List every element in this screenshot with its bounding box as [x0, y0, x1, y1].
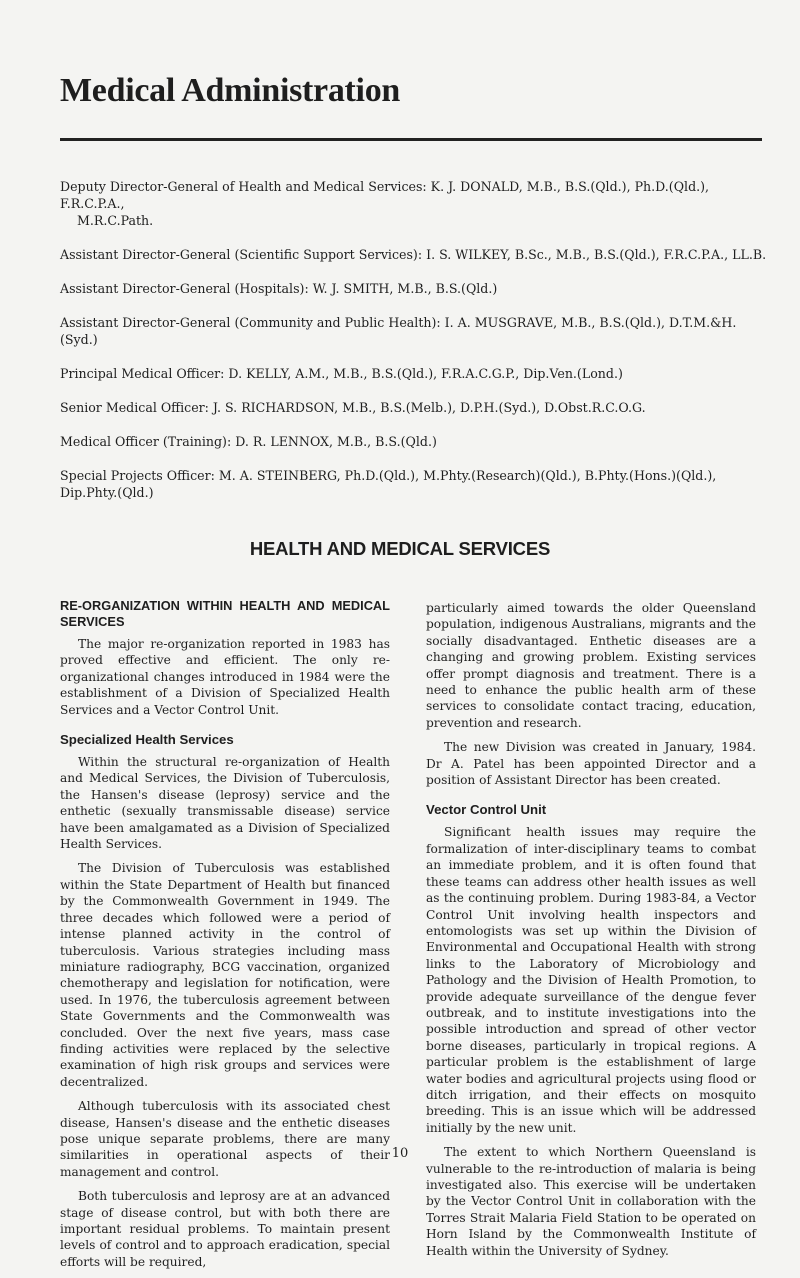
right-column	[426, 600, 756, 1267]
officer-text: Assistant Director-General (Scientific Support Services): I. S. WILKEY, B.Sc., M.B., B.S.(Qld.), F.R.C.P.A., LL.B.	[60, 247, 767, 262]
officer-text: Deputy Director-General of Health and Medical Services: K. J. DONALD, M.B., B.S.(Qld.), Ph.D.(Qld.), F.R.C.P.A.,	[60, 179, 710, 211]
officer-text: Principal Medical Officer: D. KELLY, A.M., M.B., B.S.(Qld.), F.R.A.C.G.P., Dip.Ven.(Lond.)	[60, 366, 623, 381]
page-number: 10	[391, 1146, 409, 1161]
officer-text: Senior Medical Officer: J. S. RICHARDSON, M.B., B.S.(Melb.), D.P.H.(Syd.), D.Obst.R.C.O.G.	[60, 400, 646, 415]
page-title: Medical Administration	[60, 72, 401, 109]
left-column	[60, 598, 390, 1278]
paragraph: The new Division was created in January, 1984. Dr A. Patel has been appointed Director and a position of Assistant Director has been created.	[426, 740, 756, 788]
paragraph: The extent to which Northern Queensland is vulnerable to the re-introduction of malaria is being investigated also. This exercise will be undertaken by the Vector Control Unit in collaboration with the Torres Strait Malaria Field Station to be operated on Horn Island by the Commonwealth Institute of Health within the University of Sydney.	[426, 1145, 756, 1258]
paragraph: The major re-organization reported in 1983 has proved effective and efficient. The only re-organizational changes introduced in 1984 were the establishment of a Division of Specialized Health Services and a Vector Control Unit.	[60, 637, 390, 717]
paragraph: Within the structural re-organization of Health and Medical Services, the Division of Tuberculosis, the Hansen's disease (leprosy) service and the enthetic (sexually transmissable disease) service have been amalgamated as a Division of Specialized Health Services.	[60, 755, 390, 852]
officer-text: Medical Officer (Training): D. R. LENNOX, M.B., B.S.(Qld.)	[60, 434, 437, 449]
officer-text: Special Projects Officer: M. A. STEINBERG, Ph.D.(Qld.), M.Phty.(Research)(Qld.), B.Phty.(Hons.)(Qld.), Dip.Phty.(Qld.)	[60, 468, 717, 500]
officer-text: Assistant Director-General (Community and Public Health): I. A. MUSGRAVE, M.B., B.S.(Qld.), D.T.M.&H.(Syd.)	[60, 315, 737, 347]
officer-entry	[60, 467, 770, 501]
officer-entry	[60, 178, 770, 229]
title-divider	[60, 138, 762, 141]
paragraph: The Division of Tuberculosis was established within the State Department of Health but financed by the Commonwealth Government in 1949. The three decades which followed were a period of intense planned activity in the control of tuberculosis. Various strategies including mass miniature radiography, BCG vaccination, organized chemotherapy and legislation for notification, were used. In 1976, the tuberculosis agreement between State Governments and the Commonwealth was concluded. Over the next five years, mass case finding activities were replaced by the selective examination of high risk groups and services were decentralized.	[60, 861, 390, 1089]
officer-list	[60, 178, 770, 518]
paragraph: Significant health issues may require the formalization of inter-disciplinary teams to combat an immediate problem, and it is often found that these teams can address other health issues as well as the continuing problem. During 1983-84, a Vector Control Unit involving health inspectors and entomologists was set up within the Division of Environmental and Occupational Health with strong links to the Laboratory of Microbiology and Pathology and the Division of Health Promotion, to provide adequate surveillance of the dengue fever outbreak, and to institute investigations into the possible introduction and spread of other vector borne diseases, particularly in tropical regions. A particular problem is the establishment of large water bodies and agricultural projects using flood or ditch irrigation, and their effects on mosquito breeding. This is an issue which will be addressed initially by the new unit.	[426, 825, 756, 1135]
officer-entry	[60, 314, 770, 348]
paragraph: Both tuberculosis and leprosy are at an advanced stage of disease control, but with both there are important residual problems. To maintain present levels of control and to approach eradication, special efforts will be required,	[60, 1189, 390, 1269]
vector-control-heading: Vector Control Unit	[426, 802, 547, 818]
officer-entry	[60, 365, 770, 382]
officer-entry	[60, 433, 770, 450]
paragraph: Although tuberculosis with its associated chest disease, Hansen's disease and the enthetic diseases pose unique separate problems, there are many similarities in operational aspects of their management and control.	[60, 1099, 390, 1179]
specialized-services-heading: Specialized Health Services	[60, 732, 234, 748]
paragraph: particularly aimed towards the older Queensland population, indigenous Australians, migrants and the socially disadvantaged. Enthetic diseases are a changing and growing problem. Existing services offer prompt diagnosis and treatment. There is a need to enhance the public health arm of these services to consolidate contact tracing, education, prevention and research.	[426, 601, 756, 730]
section-heading: HEALTH AND MEDICAL SERVICES	[249, 538, 551, 559]
officer-entry	[60, 280, 770, 297]
officer-entry	[60, 399, 770, 416]
reorganization-heading: RE-ORGANIZATION WITHIN HEALTH AND MEDICAL SERVICES	[60, 598, 390, 629]
officer-text-continued: M.R.C.Path.	[77, 213, 154, 228]
officer-entry	[60, 246, 770, 263]
officer-text: Assistant Director-General (Hospitals): W. J. SMITH, M.B., B.S.(Qld.)	[60, 281, 498, 296]
